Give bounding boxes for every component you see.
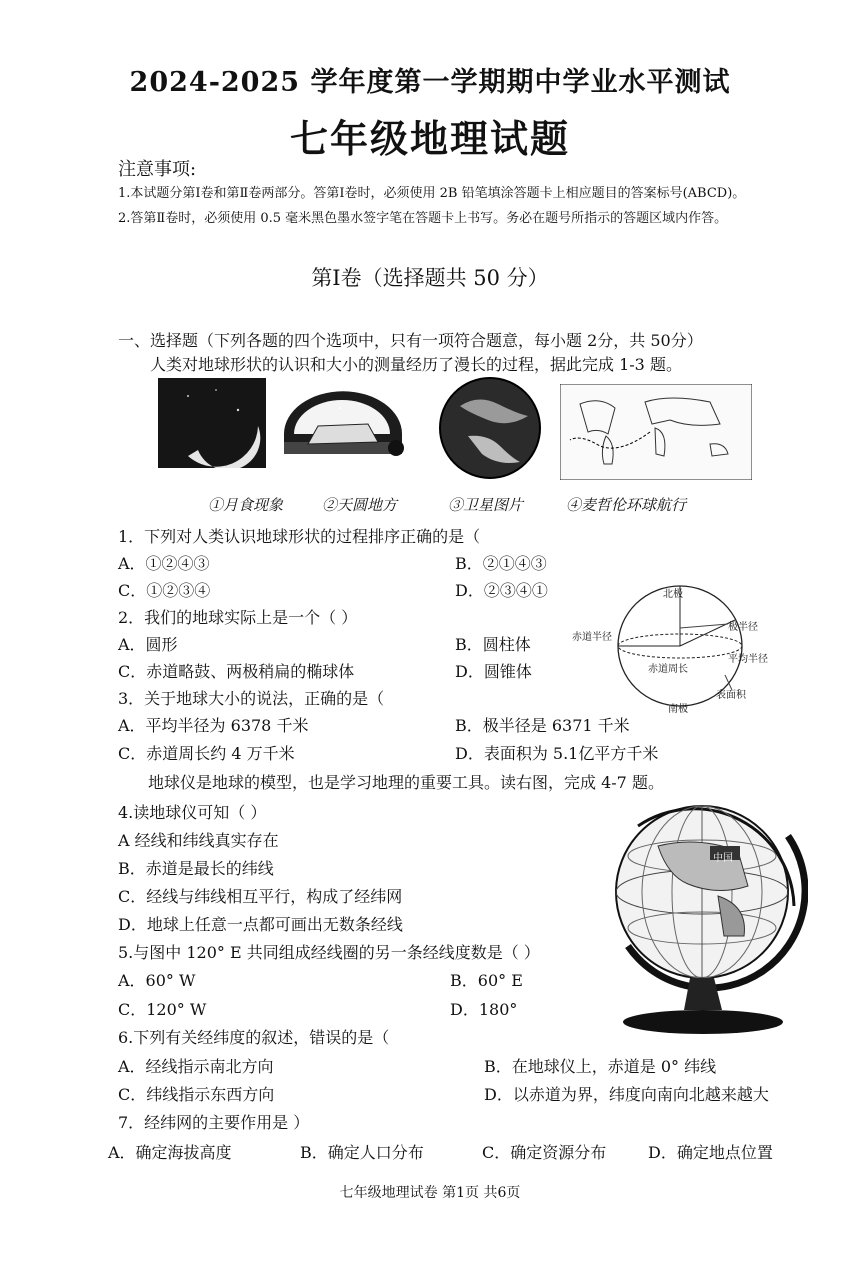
- caption-round-sky: ②天圆地方: [322, 496, 398, 514]
- q3-stem: 3．关于地球大小的说法，正确的是（: [118, 689, 385, 708]
- globe-image: [598, 796, 808, 1038]
- lunar-eclipse-image: [158, 378, 266, 468]
- label-polar-radius: 极半径: [728, 622, 758, 633]
- q7-stem: 7．经纬网的主要作用是 ）: [118, 1113, 310, 1132]
- q7-option-b: B．确定人口分布: [300, 1143, 424, 1162]
- q5-option-d: D．180°: [450, 1000, 518, 1019]
- caption-satellite: ③卫星图片: [448, 496, 524, 514]
- page-footer: 七年级地理试卷 第1页 共6页: [339, 1185, 521, 1201]
- q6-option-a: A．经线指示南北方向: [118, 1057, 274, 1076]
- intro-4-7: 地球仪是地球的模型，也是学习地理的重要工具。读右图，完成 4-7 题。: [148, 773, 664, 792]
- q5-option-a: A．60° W: [118, 971, 196, 990]
- label-surface-area: 表面积: [716, 690, 746, 701]
- q4-option-c: C．经线与纬线相互平行，构成了经纬网: [118, 887, 403, 906]
- label-mean-radius: 平均半径: [728, 654, 768, 665]
- label-north-pole: 北极: [663, 589, 683, 600]
- q5-stem: 5.与图中 120° E 共同组成经线圈的另一条经线度数是（ ）: [118, 943, 540, 962]
- q3-option-b: B．极半径是 6371 千米: [455, 716, 630, 735]
- q7-option-d: D．确定地点位置: [648, 1143, 773, 1162]
- q2-option-d: D．圆锥体: [455, 662, 532, 681]
- part-heading: 一、选择题（下列各题的四个选项中，只有一项符合题意，每小题 2分，共 50分）: [118, 331, 703, 350]
- q1-option-d: D．②③④①: [455, 581, 548, 600]
- round-sky-square-earth-image: [278, 386, 408, 464]
- q6-option-c: C．纬线指示东西方向: [118, 1085, 275, 1104]
- q4-stem: 4.读地球仪可知（ ）: [118, 803, 267, 822]
- q1-option-a: A．①②④③: [118, 554, 210, 573]
- note-item-1: 1.本试题分第Ⅰ卷和第Ⅱ卷两部分。答第Ⅰ卷时，必须使用 2B 铅笔填涂答题卡上相应题目的答案标号(ABCD)。: [118, 186, 746, 201]
- note-item-2: 2.答第Ⅱ卷时，必须使用 0.5 毫米黑色墨水签字笔在答题卡上书写。务必在题号所指示的答题区域内作答。: [118, 211, 728, 226]
- q6-stem: 6.下列有关经纬度的叙述，错误的是（: [118, 1028, 390, 1047]
- q2-option-a: A．圆形: [118, 635, 178, 654]
- satellite-earth-image: [438, 376, 542, 480]
- q3-option-a: A．平均半径为 6378 千米: [118, 716, 309, 735]
- q6-option-d: D．以赤道为界，纬度向南向北越来越大: [484, 1085, 769, 1104]
- q7-option-a: A．确定海拔高度: [108, 1143, 232, 1162]
- notes-heading: 注意事项:: [118, 159, 197, 180]
- q1-option-c: C．①②③④: [118, 581, 211, 600]
- q1-stem: 1．下列对人类认识地球形状的过程排序正确的是（: [118, 527, 481, 546]
- q4-option-a: A 经线和纬线真实存在: [118, 831, 279, 850]
- magellan-voyage-map-image: [560, 384, 752, 480]
- q6-option-b: B．在地球仪上，赤道是 0° 纬线: [484, 1057, 717, 1076]
- label-south-pole: 南极: [668, 704, 688, 715]
- exam-subject-title: 七年级地理试题: [289, 116, 570, 161]
- q1-option-b: B．②①④③: [455, 554, 547, 573]
- caption-magellan: ④麦哲伦环球航行: [566, 496, 687, 514]
- q3-option-d: D．表面积为 5.1亿平方千米: [455, 744, 659, 763]
- q7-option-c: C．确定资源分布: [482, 1143, 607, 1162]
- q5-option-b: B．60° E: [450, 971, 523, 990]
- globe-label-china: 中国: [713, 853, 733, 864]
- q4-option-d: D．地球上任意一点都可画出无数条经线: [118, 915, 403, 934]
- q4-option-b: B．赤道是最长的纬线: [118, 859, 274, 878]
- q3-option-c: C．赤道周长约 4 万千米: [118, 744, 295, 763]
- q5-option-c: C．120° W: [118, 1000, 207, 1019]
- label-equator-circumference: 赤道周长: [648, 664, 688, 675]
- q2-option-b: B．圆柱体: [455, 635, 531, 654]
- intro-1-3: 人类对地球形状的认识和大小的测量经历了漫长的过程，据此完成 1-3 题。: [150, 355, 682, 374]
- q2-option-c: C．赤道略鼓、两极稍扁的椭球体: [118, 662, 355, 681]
- caption-lunar-eclipse: ①月食现象: [208, 496, 284, 514]
- exam-title: 2024-2025 学年度第一学期期中学业水平测试: [129, 67, 731, 98]
- q2-stem: 2．我们的地球实际上是一个（ ）: [118, 608, 358, 627]
- label-equatorial-radius: 赤道半径: [572, 632, 612, 643]
- section-title: 第Ⅰ卷（选择题共 50 分）: [311, 266, 549, 290]
